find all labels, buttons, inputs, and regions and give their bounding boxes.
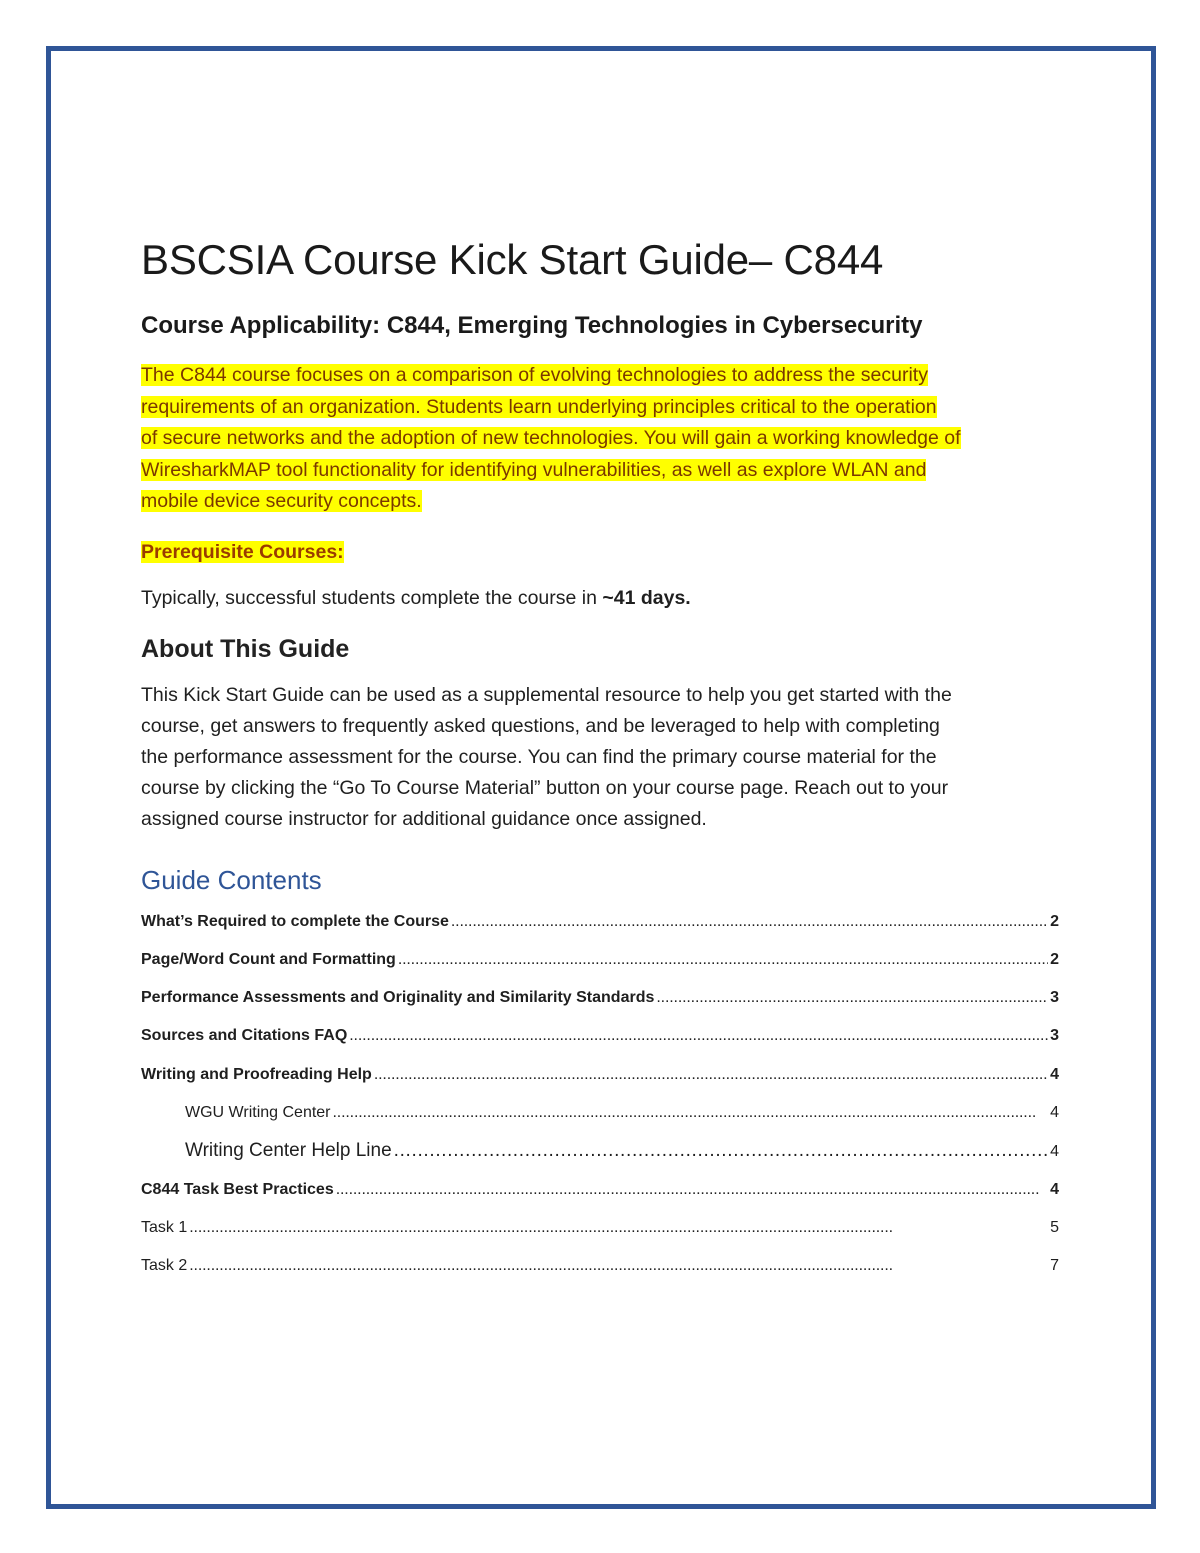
toc-leader [189, 1217, 1048, 1239]
toc-entry[interactable] [141, 941, 1059, 979]
toc-entry-page: 4 [1050, 1103, 1059, 1121]
toc-leader [656, 987, 1048, 1009]
toc-entry[interactable] [141, 979, 1059, 1017]
prerequisite-courses [141, 538, 1061, 566]
toc-entry-page: 5 [1050, 1218, 1059, 1236]
about-line: the performance assessment for the course. You can find the primary course material for the [141, 745, 937, 768]
toc-entry-label: C844 Task Best Practices [141, 1180, 334, 1198]
toc-entry-label: Writing Center Help Line [185, 1140, 392, 1162]
toc-entry[interactable] [141, 1132, 1059, 1170]
toc-entry-page: 4 [1050, 1180, 1059, 1198]
typical-days: ~41 days. [602, 586, 691, 609]
toc-entry[interactable] [141, 1247, 1059, 1285]
toc-entry-page: 7 [1050, 1257, 1059, 1275]
about-heading: About This Guide [141, 634, 350, 663]
toc-leader [451, 911, 1048, 933]
toc-entry-label: Sources and Citations FAQ [141, 1027, 348, 1045]
typical-text: Typically, successful students complete the course in [141, 586, 603, 609]
description-line: of secure networks and the adoption of new technologies. You will gain a working knowledge of [141, 427, 961, 449]
toc-entry-page: 4 [1050, 1143, 1059, 1161]
typical-completion [141, 584, 1061, 612]
toc-leader [336, 1179, 1048, 1201]
course-applicability: Course Applicability: C844, Emerging Technologies in Cybersecurity [141, 312, 923, 339]
toc-entry-label: Page/Word Count and Formatting [141, 950, 396, 968]
description-line: The C844 course focuses on a comparison of evolving technologies to address the security [141, 364, 928, 386]
toc-leader [333, 1102, 1049, 1124]
toc-leader [349, 1025, 1048, 1047]
toc-leader [394, 1140, 1048, 1162]
toc-leader [374, 1064, 1048, 1086]
about-line: course by clicking the “Go To Course Material” button on your course page. Reach out to your [141, 776, 949, 799]
toc-entry[interactable] [141, 903, 1059, 941]
toc-entry[interactable] [141, 1056, 1059, 1094]
toc-entry[interactable] [141, 1094, 1059, 1132]
about-line: This Kick Start Guide can be used as a supplemental resource to help you get started with the [141, 683, 952, 706]
description-line: requirements of an organization. Students learn underlying principles critical to the operation [141, 395, 937, 418]
toc-leader [398, 949, 1048, 971]
toc-entry[interactable] [141, 1171, 1059, 1209]
toc-entry[interactable] [141, 1017, 1059, 1055]
about-line: course, get answers to frequently asked questions, and be leveraged to help with completing [141, 714, 940, 737]
toc-entry-label: Writing and Proofreading Help [141, 1065, 372, 1083]
document-title: BSCSIA Course Kick Start Guide– C844 [141, 236, 884, 283]
prerequisite-label: Prerequisite Courses: [141, 540, 344, 563]
toc-entry-page: 4 [1050, 1065, 1059, 1083]
toc-entry-label: WGU Writing Center [185, 1103, 331, 1121]
document-content [141, 232, 1061, 1285]
toc-entry-label: Task 1 [141, 1218, 188, 1236]
table-of-contents [141, 903, 1059, 1286]
about-paragraph [141, 680, 1051, 835]
description-line: mobile device security concepts. [141, 490, 422, 512]
toc-entry-page: 2 [1050, 950, 1059, 968]
toc-entry-label: Task 2 [141, 1257, 188, 1275]
toc-entry-label: What’s Required to complete the Course [141, 912, 449, 930]
toc-entry-page: 2 [1050, 912, 1059, 930]
about-line: assigned course instructor for additional guidance once assigned. [141, 807, 707, 830]
toc-leader [189, 1255, 1048, 1277]
course-description [141, 360, 1061, 518]
toc-entry-label: Performance Assessments and Originality and Similarity Standards [141, 989, 655, 1007]
toc-entry-page: 3 [1050, 1027, 1059, 1045]
description-line: WiresharkMAP tool functionality for identifying vulnerabilities, as well as explore WLAN and [141, 458, 927, 481]
toc-entry-page: 3 [1050, 989, 1059, 1007]
toc-entry[interactable] [141, 1209, 1059, 1247]
toc-heading: Guide Contents [141, 864, 322, 895]
